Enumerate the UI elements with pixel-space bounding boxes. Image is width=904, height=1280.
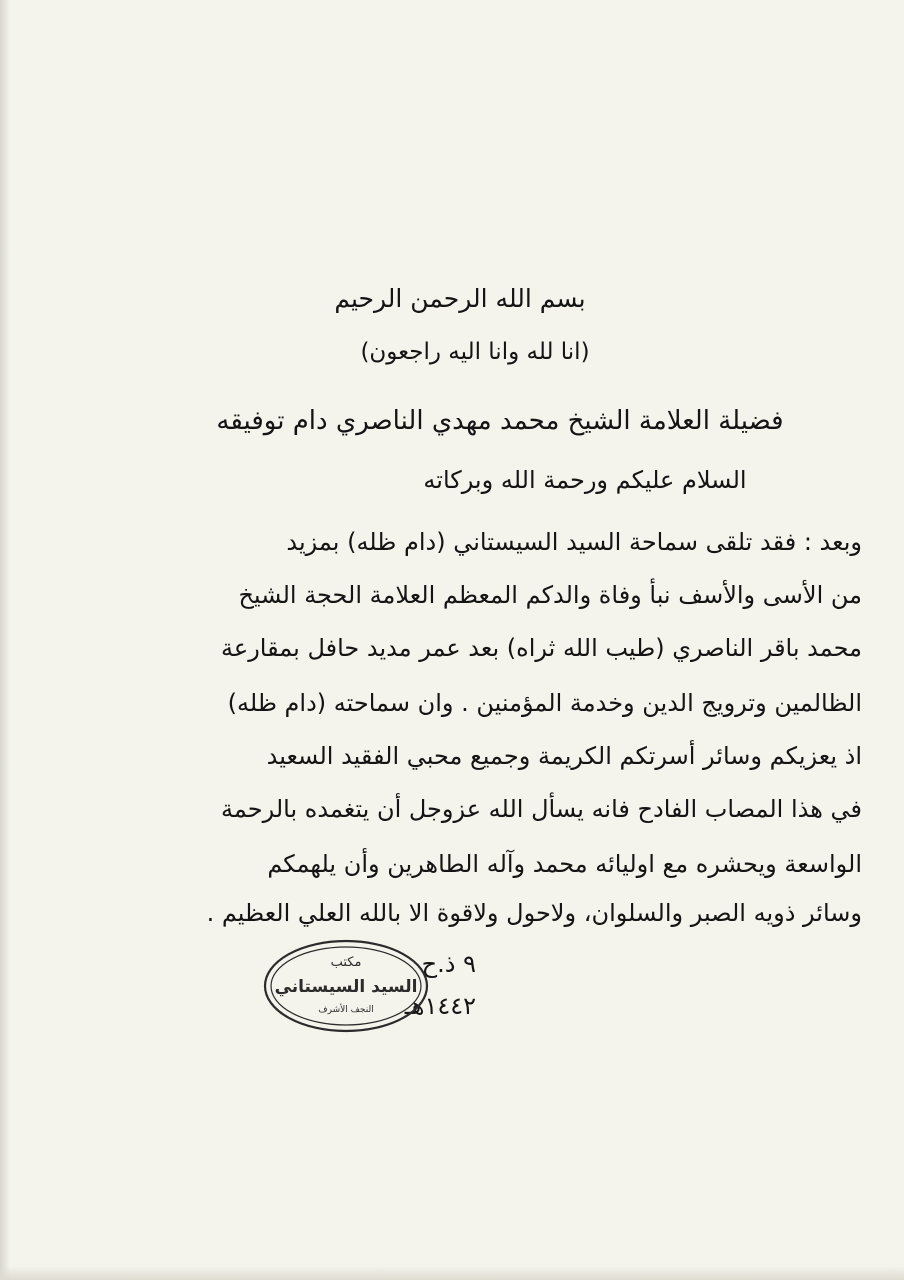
body-line (22, 738, 862, 774)
office-seal-stamp (262, 938, 430, 1034)
seal-bottom-text: النجف الأشرف (318, 1005, 374, 1015)
body-line-text: وبعد : فقد تلقى سماحة السيد السيستاني (دام ظله) بمزيد (286, 528, 862, 556)
page-edge-shadow (0, 0, 10, 1280)
body-line (22, 630, 862, 666)
body-line (22, 524, 862, 560)
body-line-text: محمد باقر الناصري (طيب الله ثراه) بعد عمر مديد حافل بمقارعة (221, 634, 862, 662)
istirja-phrase: (انا لله وانا اليه راجعون) (360, 339, 590, 365)
page-bottom-shadow (0, 1266, 904, 1280)
basmala-heading: بسم الله الرحمن الرحيم (334, 284, 586, 313)
addressee-line: فضيلة العلامة الشيخ محمد مهدي الناصري دام توفيقه (216, 406, 784, 436)
body-line-text: في هذا المصاب الفادح فانه يسأل الله عزوجل أن يتغمده بالرحمة (221, 795, 862, 823)
date-day: ٩ ذ.ح (421, 950, 476, 978)
body-line (22, 791, 862, 827)
body-line (22, 685, 862, 721)
seal-top-text: مكتب (330, 955, 362, 970)
body-line (22, 895, 862, 931)
body-line (22, 577, 862, 613)
body-line-text: من الأسى والأسف نبأ وفاة والدكم المعظم العلامة الحجة الشيخ (238, 581, 862, 609)
body-line (22, 846, 862, 882)
body-line-text: الواسعة ويحشره مع اوليائه محمد وآله الطاهرين وأن يلهمكم (267, 850, 862, 878)
body-line-text: اذ يعزيكم وسائر أسرتكم الكريمة وجميع محبي الفقيد السعيد (266, 742, 862, 770)
greeting-line: السلام عليكم ورحمة الله وبركاته (423, 466, 747, 494)
seal-middle-text: السيد السيستاني (274, 977, 418, 997)
body-line-text: وسائر ذويه الصبر والسلوان، ولاحول ولاقوة الا بالله العلي العظيم . (206, 899, 862, 927)
date-year: ١٤٤٢هـ (404, 992, 476, 1020)
body-line-text: الظالمين وترويج الدين وخدمة المؤمنين . وان سماحته (دام ظله) (227, 689, 862, 717)
